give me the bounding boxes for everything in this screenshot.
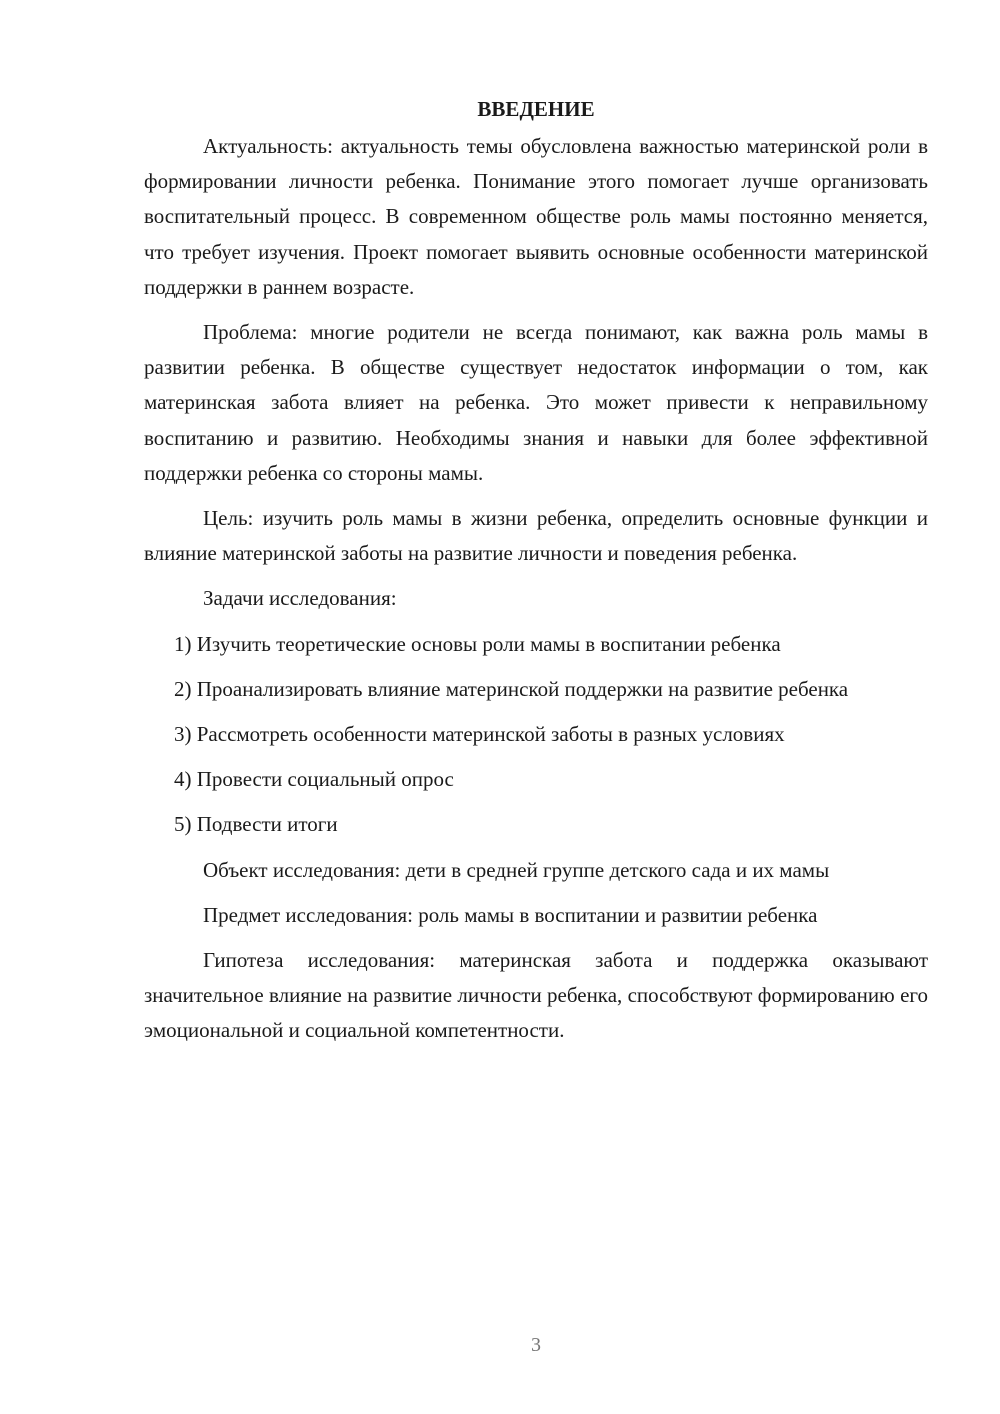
page-number: 3	[531, 1334, 541, 1356]
paragraph-goal: Цель: изучить роль мамы в жизни ребенка, определить основные функции и влияние материнской заботы на развитие личности и поведения ребенка.	[144, 506, 928, 566]
list-item-task-3: 3) Рассмотреть особенности материнской заботы в разных условиях	[174, 722, 785, 747]
paragraph-relevance: Актуальность: актуальность темы обусловлена важностью материнской роли в формировании личности ребенка. Понимание этого помогает лучше организовать воспитательный процесс. В современном обществе роль мамы постоянно меняется, что требует изучения. Проект помогает выявить основные особенности материнской поддержки в раннем возрасте.	[144, 134, 928, 299]
paragraph-subject: Предмет исследования: роль мамы в воспитании и развитии ребенка	[203, 902, 818, 927]
paragraph-hypothesis: Гипотеза исследования: материнская забота и поддержка оказывают значительное влияние на развитие личности ребенка, способствуют формированию его эмоциональной и социальной компетентности.	[144, 948, 928, 1043]
paragraph-object: Объект исследования: дети в средней группе детского сада и их мамы	[203, 857, 830, 882]
list-item-task-2: 2) Проанализировать влияние материнской поддержки на развитие ребенка	[174, 676, 849, 701]
list-item-task-1: 1) Изучить теоретические основы роли мамы в воспитании ребенка	[174, 631, 781, 656]
paragraph-tasks-heading: Задачи исследования:	[203, 586, 397, 611]
document-page	[144, 92, 928, 1059]
section-title: ВВЕДЕНИЕ	[477, 97, 595, 121]
list-item-task-4: 4) Провести социальный опрос	[174, 767, 454, 792]
list-item-task-5: 5) Подвести итоги	[174, 812, 338, 837]
paragraph-problem: Проблема: многие родители не всегда понимают, как важна роль мамы в развитии ребенка. В обществе существует недостаток информации о том, как материнская забота влияет на ребенка. Это может привести к неправильному воспитанию и развитию. Необходимы знания и навыки для более эффективной поддержки ребенка со стороны мамы.	[144, 320, 928, 485]
